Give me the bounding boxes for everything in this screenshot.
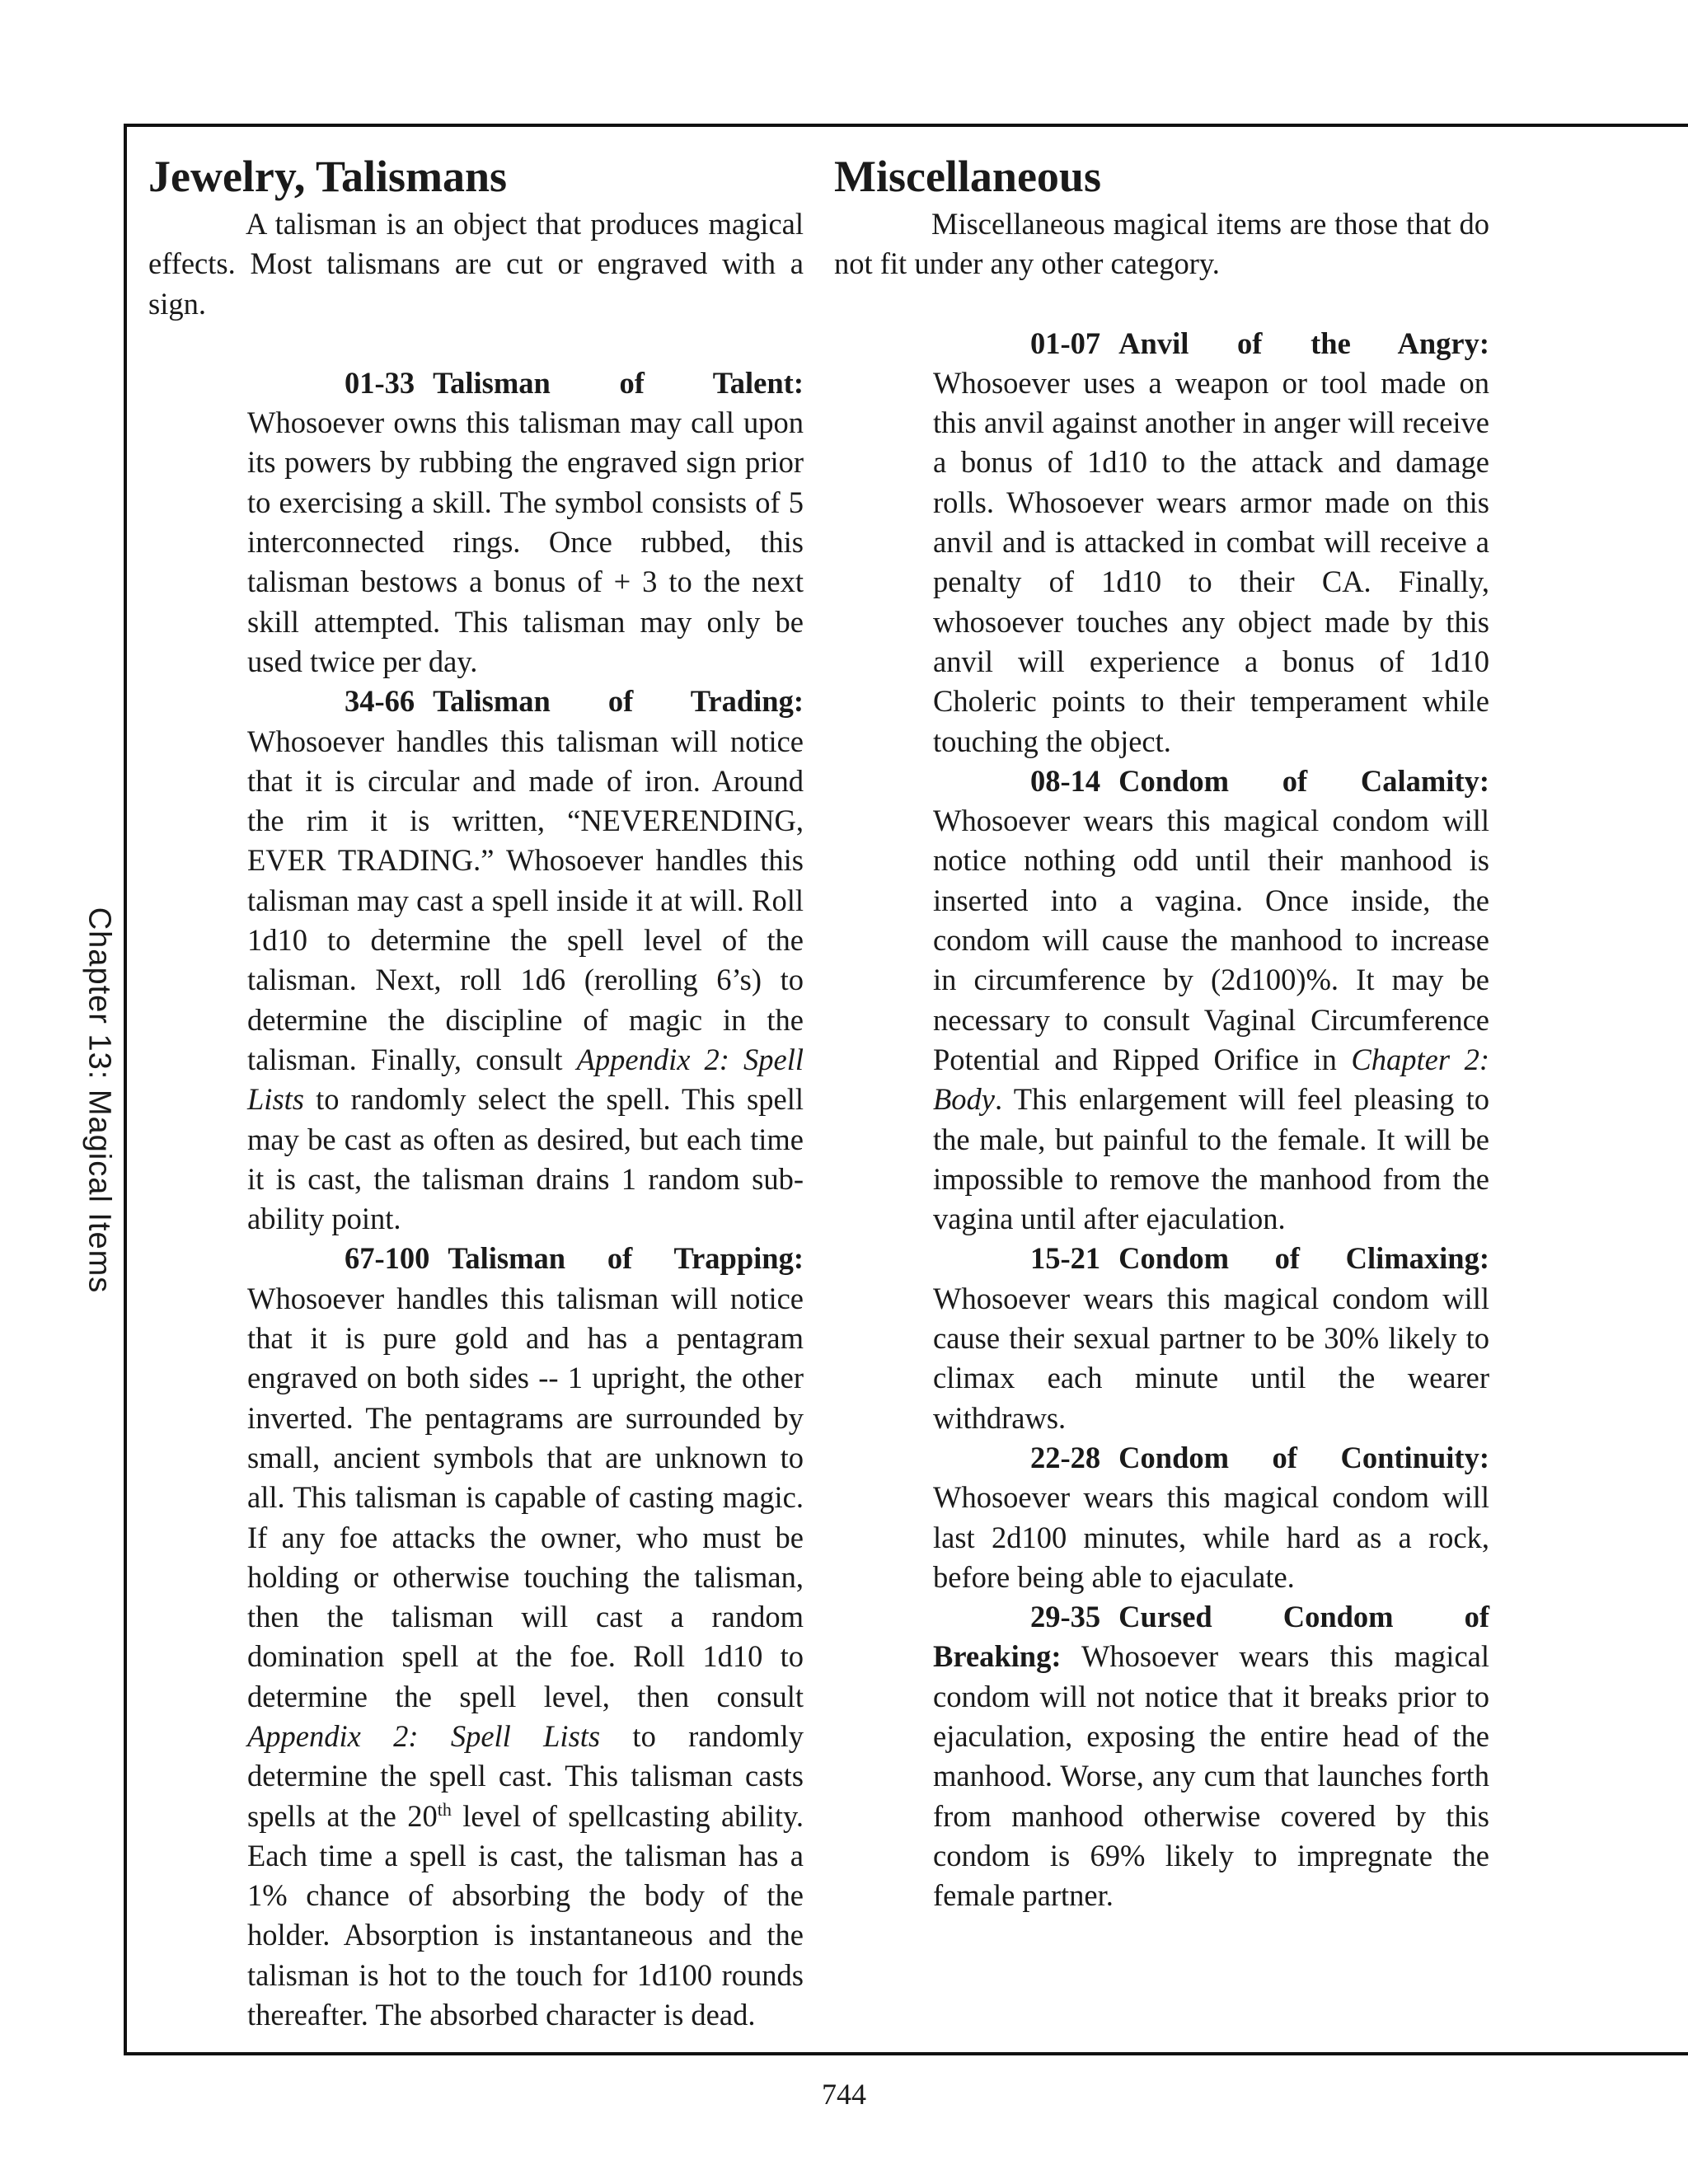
section-intro: A talisman is an object that produces magical effects. Most talismans are cut or engraved with a sign. <box>148 207 804 321</box>
entry-number: 01-33 <box>345 365 415 400</box>
entry-reference: Chapter 2: Body <box>933 1042 1489 1117</box>
entry-condom-of-climaxing <box>933 1239 1489 1437</box>
page-number: 744 <box>822 2078 866 2111</box>
entry-number: 22-28 <box>1030 1440 1101 1474</box>
entry-title: Condom of Continuity: <box>1118 1440 1489 1474</box>
entry-title: Condom of Calamity: <box>1118 763 1489 798</box>
entry-title: Anvil of the Angry: <box>1118 326 1489 360</box>
section-heading-jewelry: Jewelry, Talismans <box>148 152 508 201</box>
entry-talisman-of-trapping <box>247 1239 804 2035</box>
entry-number: 29-35 <box>1030 1600 1101 1634</box>
entry-text: Whosoever wears this magical condom will cause their sexual partner to be 30% likely to climax each minute until the wearer withdraws. <box>933 1281 1489 1435</box>
entry-list <box>834 324 1489 1916</box>
right-column <box>834 148 1489 1915</box>
entry-condom-of-continuity <box>933 1438 1489 1597</box>
entry-list <box>148 363 804 2035</box>
entry-text: Whosoever wears this magical condom will last 2d100 minutes, while hard as a rock, before being able to ejaculate. <box>933 1480 1489 1594</box>
section-heading-miscellaneous: Miscellaneous <box>834 152 1101 201</box>
entry-cursed-condom-of-breaking <box>933 1597 1489 1915</box>
entry-anvil-of-the-angry <box>933 324 1489 762</box>
entry-text: Whosoever handles this talisman will notice that it is circular and made of iron. Around the rim it is written, “NEVERENDING, EVER TRADING.” Whosoever handles this talisman may cast a spell inside it at will. Roll 1d10 to determine the spell level of the talisman. Next, roll 1d6 (rerolling 6’s) to determine the discipline of magic in the talisman. Finally, consult <box>247 724 804 1076</box>
chapter-sidebar <box>74 874 124 1327</box>
entry-title: Condom of Climaxing: <box>1118 1241 1489 1276</box>
entry-text: level of spellcasting ability. Each time a spell is cast, the talisman has a 1% chance of absorbing the body of the holder. Absorption is instantaneous and the talisman is hot to the touch for 1d100 rounds thereafter. The absorbed character is dead. <box>247 1798 804 2032</box>
entry-number: 01-07 <box>1030 326 1101 360</box>
entry-text: Whosoever wears this magical condom will not notice that it breaks prior to ejaculation, exposing the entire head of the manhood. Worse, any cum that launches forth from manhood otherwise covered by this condom is 69% likely to impregnate the female partner. <box>933 1639 1489 1913</box>
entry-reference: Appendix 2: Spell Lists <box>247 1042 804 1117</box>
entry-text: Whosoever handles this talisman will notice that it is pure gold and has a pentagram engraved on both sides -- 1 upright, the other inverted. The pentagrams are surrounded by small, ancient symbols that are unknown to all. This talisman is capable of casting magic. If any foe attacks the owner, who must be holding or otherwise touching the talisman, then the talisman will cast a random domination spell at the foe. Roll 1d10 to determine the spell level, then consult <box>247 1281 804 1713</box>
entry-text: Whosoever uses a weapon or tool made on this anvil against another in anger will receive a bonus of 1d10 to the attack and damage rolls. Whosoever wears armor made on this anvil and is attacked in combat will receive a penalty of 1d10 to their CA. Finally, whosoever touches any object made by this anvil will experience a bonus of 1d10 Choleric points to their temperament while touching the object. <box>933 365 1489 758</box>
entry-text: to randomly determine the spell cast. This talisman casts spells at the 20 <box>247 1718 804 1833</box>
entry-title: Talisman of Talent: <box>433 365 804 400</box>
entry-number: 15-21 <box>1030 1241 1101 1276</box>
chapter-label: Chapter 13: Magical Items <box>82 907 117 1294</box>
section-intro: Miscellaneous magical items are those that do not fit under any other category. <box>834 207 1489 281</box>
entry-talisman-of-talent <box>247 363 804 682</box>
entry-text: to randomly select the spell. This spell may be cast as often as desired, but each time it is cast, the talisman drains 1 random sub-ability point. <box>247 1082 804 1236</box>
entry-talisman-of-trading <box>247 682 804 1239</box>
entry-text: Whosoever wears this magical condom will notice nothing odd until their manhood is inserted into a vagina. Once inside, the condom will cause the manhood to increase in circumference by (2d100)%. It may be necessary to consult Vaginal Circumference Potential and Ripped Orifice in <box>933 804 1489 1076</box>
entry-title: Talisman of Trapping: <box>448 1241 804 1276</box>
ordinal-suffix: th <box>437 1798 452 1820</box>
entry-condom-of-calamity <box>933 762 1489 1240</box>
entry-number: 08-14 <box>1030 763 1101 798</box>
entry-number: 34-66 <box>345 684 415 719</box>
entry-title: Cursed Condom of Breaking: <box>933 1600 1489 1674</box>
entry-text: Whosoever owns this talisman may call upon its powers by rubbing the engraved sign prior to exercising a skill. The symbol consists of 5 interconnected rings. Once rubbed, this talisman bestows a bonus of + 3 to the next skill attempted. This talisman may only be used twice per day. <box>247 405 804 678</box>
entry-title: Talisman of Trading: <box>433 684 804 719</box>
left-column <box>148 148 804 2035</box>
entry-reference: Appendix 2: Spell Lists <box>247 1718 601 1753</box>
entry-text: . This enlargement will feel pleasing to the male, but painful to the female. It will be impossible to remove the manhood from the vagina until after ejaculation. <box>933 1082 1489 1236</box>
entry-number: 67-100 <box>345 1241 430 1276</box>
